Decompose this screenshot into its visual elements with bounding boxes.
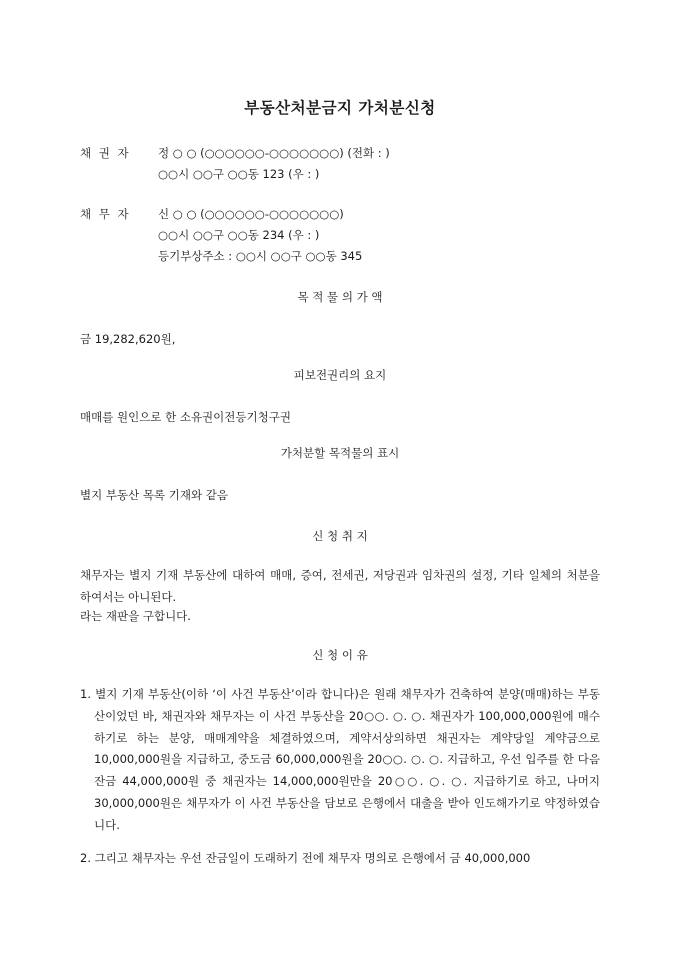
object-display-text: 별지 부동산 목록 기재와 같음	[80, 488, 228, 502]
debtor-registered-address-line: 등기부상주소 : ○○시 ○○구 ○○동 345	[158, 249, 363, 263]
preserved-right-heading: 피보전권리의 요지	[293, 368, 387, 382]
reason-item-2: 2. 그리고 채무자는 우선 잔금일이 도래하기 전에 채무자 명의로 은행에서 금 40,000,000	[80, 851, 531, 865]
debtor-name-line: 신 ○ ○ (○○○○○○-○○○○○○○)	[158, 207, 344, 221]
purpose-text-closing: 라는 재판을 구합니다.	[80, 609, 191, 623]
creditor-name-line: 정 ○ ○ (○○○○○○-○○○○○○○) (전화 : )	[158, 146, 390, 160]
reason-item-1: 1. 별지 기재 부동산(이하 ‘이 사건 부동산’이라 합니다)은 원래 채무자가 건축하여 분양(매매)하는 부동산이었던 바, 채권자와 채무자는 이 사건 부동산을 20○○. ○. ○. 채권자가 100,000,000원에 매수하기로 하는 분양, 매매계약을 체결하였으며, 계약서상의하면 채권자는 계약당일 계약금으로 10,000,000원을 지급하고, 중도금 60,000,000원을 20○○. ○. ○. 지급하고, 우선 입주를 한 다음 잔금 44,000,000원 중 채권자는 14,000,000원만을 20○○. ○. ○. 지급하기로 하고, 나머지 30,000,000원은 채무자가 이 사건 부동산을 담보로 은행에서 대출을 받아 인도해가기로 약정하였습니다.	[80, 687, 600, 832]
debtor-address-line: ○○시 ○○구 ○○동 234 (우 : )	[158, 228, 320, 242]
object-display-heading: 가처분할 목적물의 표시	[280, 446, 400, 460]
creditor-label: 채 권 자	[80, 146, 131, 160]
preserved-right-text: 매매를 원인으로 한 소유권이전등기청구권	[80, 410, 291, 424]
purpose-text: 채무자는 별지 기재 부동산에 대하여 매매, 증여, 전세권, 저당권과 임차권의 설정, 기타 일체의 처분을 하여서는 아니된다.	[80, 568, 600, 604]
debtor-label: 채 무 자	[80, 207, 131, 221]
value-heading: 목 적 물 의 가 액	[297, 290, 383, 304]
reason-heading: 신 청 이 유	[312, 648, 368, 662]
document-title: 부동산처분금지 가처분신청	[244, 99, 436, 117]
creditor-address-line: ○○시 ○○구 ○○동 123 (우 : )	[158, 167, 320, 181]
purpose-heading: 신 청 취 지	[312, 529, 368, 543]
value-text: 금 19,282,620원,	[80, 332, 176, 346]
